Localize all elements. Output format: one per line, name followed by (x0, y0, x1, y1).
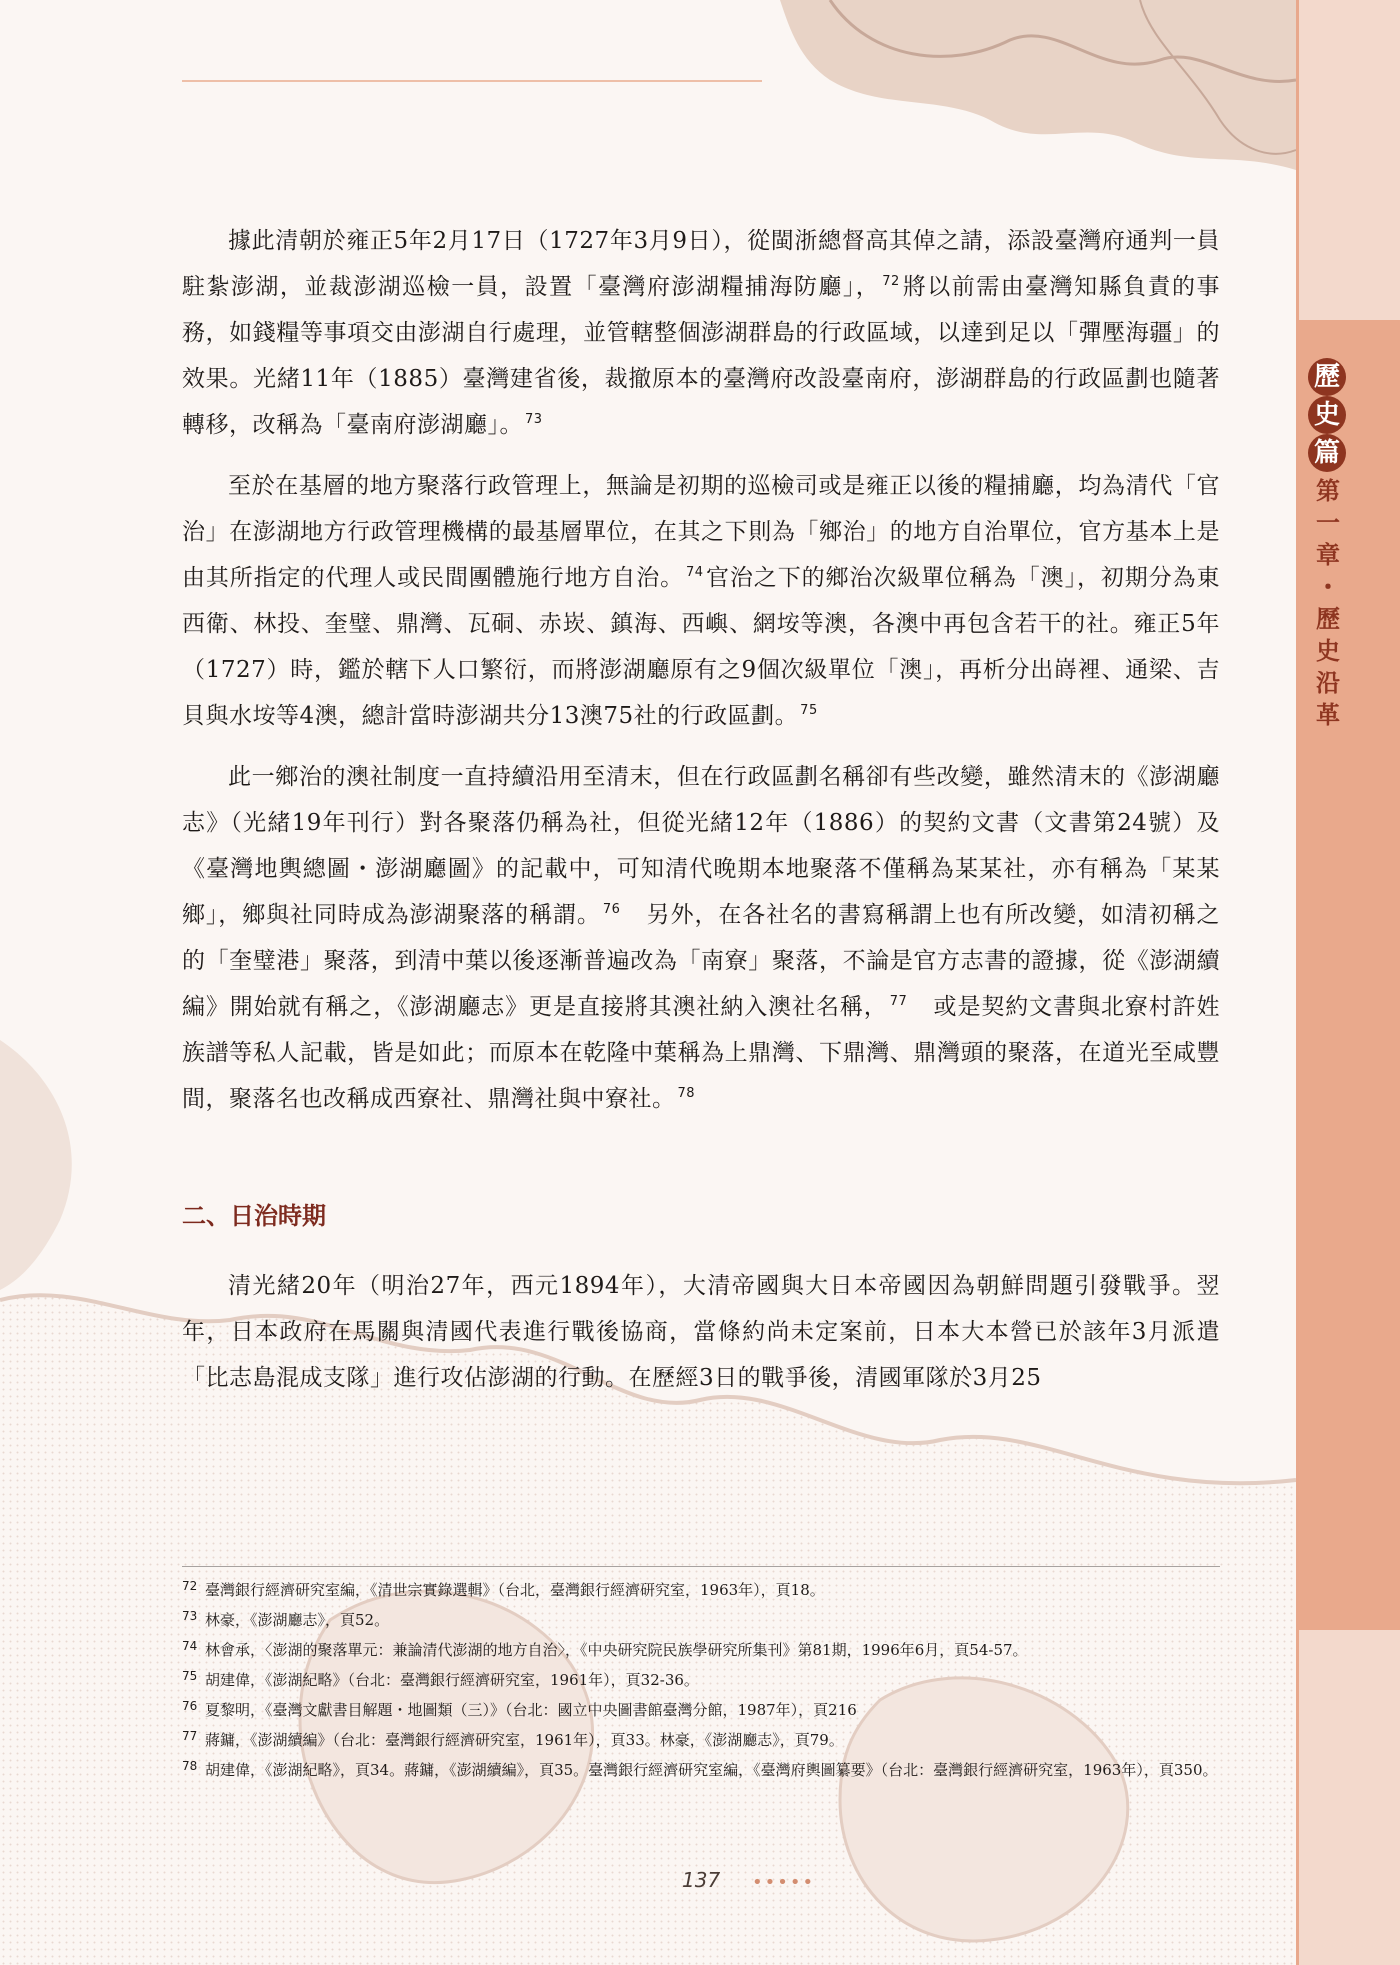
footnote-ref[interactable]: 73 (525, 412, 543, 427)
paragraph: 清光緒20年（明治27年，西元1894年），大清帝國與大日本帝國因為朝鮮問題引發戰爭。翌年，日本政府在馬關與清國代表進行戰後協商，當條約尚未定案前，日本大本營已於該年3月派遣「比志島混成支隊」進行攻佔澎湖的行動。在歷經3日的戰爭後，清國軍隊於3月25 (182, 1273, 1220, 1391)
chapter-title (1312, 475, 1344, 731)
chapter-title-char: 沿 (1316, 668, 1340, 697)
footnote-ref[interactable]: 72 (882, 274, 900, 289)
footnote-ref[interactable]: 76 (602, 902, 621, 917)
header-rule (182, 80, 762, 82)
footnote-text: 林豪，《澎湖廳志》，頁52。 (205, 1611, 390, 1629)
chapter-title-char: 第 (1316, 476, 1340, 505)
footnote-number: 72 (182, 1579, 198, 1593)
chapter-title-char: 革 (1316, 700, 1340, 729)
footnote-ref[interactable]: 75 (800, 703, 818, 718)
chapter-title-char: 史 (1316, 636, 1340, 665)
footnote-text: 林會承，〈澎湖的聚落單元：兼論清代澎湖的地方自治〉，《中央研究院民族學研究所集刊》第81期，1996年6月，頁54-57。 (205, 1641, 1028, 1659)
paragraph-text: 據此清朝於雍正5年2月17日（1727年3月9日），從閩浙總督高其倬之請，添設臺灣府通判一員駐紮澎湖，並裁澎湖巡檢一員，設置「臺灣府澎湖糧捕海防廳」， (182, 228, 1220, 300)
body-text (182, 218, 1220, 1122)
chapter-title-char: ・ (1316, 572, 1340, 601)
footnote-number: 77 (182, 1729, 198, 1743)
footnote-text: 夏黎明，《臺灣文獻書目解題・地圖類（三）》（台北：國立中央圖書館臺灣分館，1987年），頁216 (205, 1701, 857, 1719)
footnote-item (182, 1725, 1222, 1755)
footnote-item (182, 1635, 1222, 1665)
part-title-char: 歷 (1308, 358, 1346, 396)
footnote-item (182, 1695, 1222, 1725)
footnote-number: 78 (182, 1759, 198, 1773)
footnote-item (182, 1665, 1222, 1695)
footnote-number: 73 (182, 1609, 198, 1623)
footnote-text: 蔣鏞，《澎湖續編》（台北：臺灣銀行經濟研究室，1961年），頁33。林豪，《澎湖廳志》，頁79。 (205, 1731, 844, 1749)
section-heading: 二、日治時期 (182, 1201, 326, 1230)
footnote-ref[interactable]: 77 (889, 994, 908, 1009)
page-number: 137 (682, 1868, 721, 1892)
paragraph-text: 此一鄉治的澳社制度一直持續沿用至清末，但在行政區劃名稱卻有些改變，雖然清末的《澎湖廳志》（光緒19年刊行）對各聚落仍稱為社，但從光緒12年（1886）的契約文書（文書第24號）及《臺灣地輿總圖・澎湖廳圖》的記載中，可知清代晚期本地聚落不僅稱為某某社，亦有稱為「某某鄉」，鄉與社同時成為澎湖聚落的稱謂。 (182, 764, 1220, 928)
footnote-text: 臺灣銀行經濟研究室編，《清世宗實錄選輯》（台北，臺灣銀行經濟研究室，1963年），頁18。 (205, 1581, 825, 1599)
page-number-ornament: ••••• (752, 1872, 816, 1893)
paragraph-text: 另外，在各社名的書寫稱謂上也有所改變，如清初稱之的「奎璧港」聚落，到清中葉以後逐漸普遍改為「南寮」聚落，不論是官方志書的證據，從《澎湖續編》開始就有稱之，《澎湖廳志》更是直接將其澳社納入澳社名稱， (182, 902, 1221, 1020)
chapter-title-char: 章 (1316, 540, 1340, 569)
footnote-item (182, 1575, 1222, 1605)
footnote-number: 76 (182, 1699, 198, 1713)
footnote-number: 74 (182, 1639, 198, 1653)
paragraph-text: 或是契約文書與北寮村許姓族譜等私人記載，皆是如此；而原本在乾隆中葉稱為上鼎灣、下鼎灣、鼎灣頭的聚落，在道光至咸豐間，聚落名也改稱成西寮社、鼎灣社與中寮社。 (182, 994, 1221, 1112)
footnote-text: 胡建偉，《澎湖紀略》（台北：臺灣銀行經濟研究室，1961年），頁32-36。 (205, 1671, 699, 1689)
chapter-title-char: 歷 (1316, 604, 1340, 633)
part-title-char: 史 (1308, 396, 1346, 434)
footnote-divider (182, 1566, 1220, 1567)
footnote-text: 胡建偉，《澎湖紀略》，頁34。蔣鏞，《澎湖續編》，頁35。臺灣銀行經濟研究室編，《臺灣府輿圖纂要》（台北：臺灣銀行經濟研究室，1963年），頁350。 (205, 1761, 1218, 1779)
paragraph (182, 463, 1220, 739)
paragraph (182, 754, 1220, 1122)
paragraph-text: 官治之下的鄉治次級單位稱為「澳」，初期分為東西衛、林投、奎璧、鼎灣、瓦硐、赤崁、鎮海、西嶼、網垵等澳，各澳中再包含若干的社。雍正5年（1727）時，鑑於轄下人口繁衍，而將澎湖廳原有之9個次級單位「澳」，再析分出嵵裡、通梁、吉貝與水垵等4澳，總計當時澎湖共分13澳75社的行政區劃。 (182, 565, 1221, 729)
footnote-number: 75 (182, 1669, 198, 1683)
paragraph-text: 至於在基層的地方聚落行政管理上，無論是初期的巡檢司或是雍正以後的糧捕廳，均為清代「官治」在澎湖地方行政管理機構的最基層單位，在其之下則為「鄉治」的地方自治單位，官方基本上是由其所指定的代理人或民間團體施行地方自治。 (182, 473, 1220, 591)
chapter-title-char: 一 (1316, 508, 1340, 537)
footnote-ref[interactable]: 74 (686, 565, 704, 580)
footnote-item (182, 1755, 1222, 1785)
footnotes (182, 1575, 1222, 1785)
footnote-item (182, 1605, 1222, 1635)
paragraph-text: 將以前需由臺灣知縣負責的事務，如錢糧等事項交由澎湖自行處理，並管轄整個澎湖群島的行政區域，以達到足以「彈壓海疆」的效果。光緒11年（1885）臺灣建省後，裁撤原本的臺灣府改設臺南府，澎湖群島的行政區劃也隨著轉移，改稱為「臺南府澎湖廳」。 (182, 274, 1221, 438)
footnote-ref[interactable]: 78 (677, 1086, 696, 1101)
paragraph (182, 218, 1220, 448)
part-title-char: 篇 (1308, 434, 1346, 472)
